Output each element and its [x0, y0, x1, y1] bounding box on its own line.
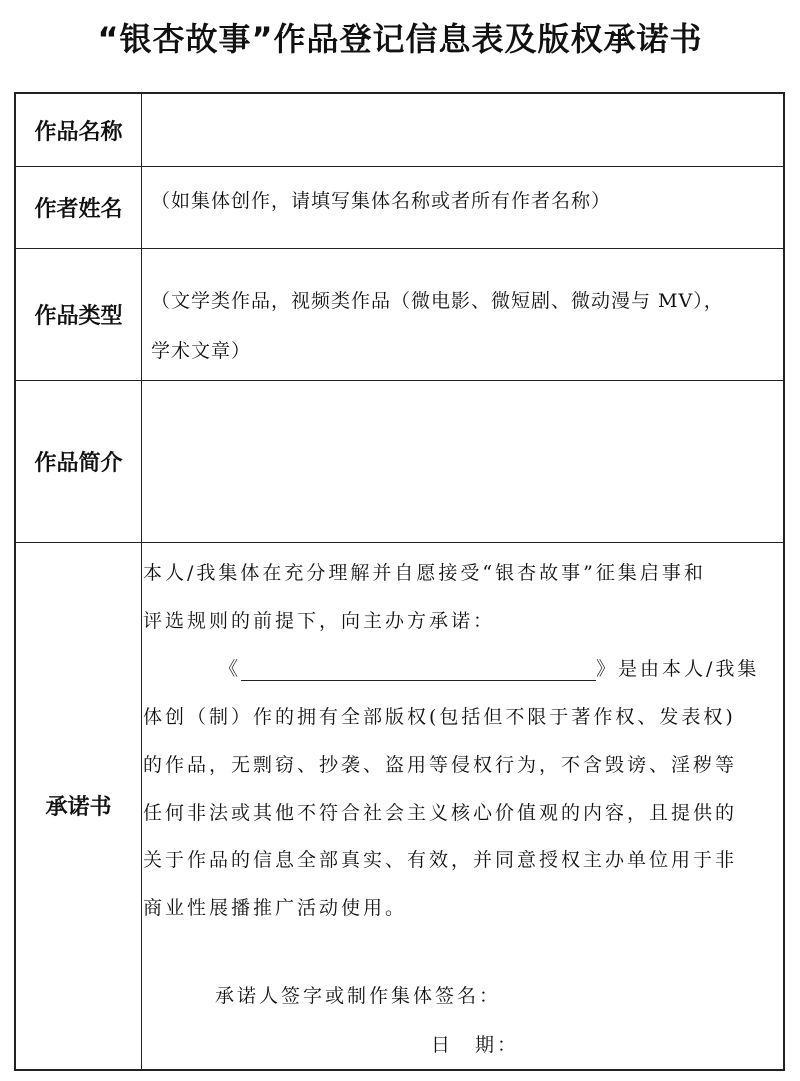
work-name-field[interactable]	[143, 94, 783, 166]
commitment-line: 关于作品的信息全部真实、有效，并同意授权主办单位用于非	[143, 849, 738, 871]
commitment-line: 体创（制）作的拥有全部版权(包括但不限于著作权、发表权)	[143, 706, 736, 728]
work-type-hint-line: （文学类作品，视频类作品（微电影、微短剧、微动漫与 MV），	[151, 290, 724, 312]
commitment-line: 任何非法或其他不符合社会主义核心价值观的内容，且提供的	[143, 802, 738, 824]
commitment-line: 本人/我集体在充分理解并自愿接受“银杏故事”征集启事和	[143, 562, 706, 584]
date-label: 日 期：	[431, 1034, 520, 1056]
commitment-text	[143, 542, 783, 1069]
author-name-field[interactable]	[143, 166, 783, 248]
label-commitment: 承诺书	[16, 542, 142, 1069]
registration-table	[14, 92, 785, 1071]
row-commitment	[16, 542, 783, 1069]
label-work-intro: 作品简介	[16, 380, 142, 542]
close-bracket-text: 》是由本人/我集	[596, 658, 760, 680]
work-intro-field[interactable]	[143, 380, 783, 542]
label-work-name: 作品名称	[16, 94, 142, 166]
commitment-line: 的作品，无剽窃、抄袭、盗用等侵权行为，不含毁谤、淫秽等	[143, 754, 738, 776]
work-type-field[interactable]	[143, 248, 783, 380]
work-title-blank[interactable]	[241, 660, 596, 681]
label-author-name: 作者姓名	[16, 166, 142, 248]
row-work-name	[16, 94, 783, 167]
document-title: “银杏故事”作品登记信息表及版权承诺书	[97, 20, 703, 58]
label-work-type: 作品类型	[16, 248, 142, 380]
open-bracket: 《	[219, 658, 242, 680]
commitment-work-title-line	[219, 654, 759, 681]
row-work-type	[16, 248, 783, 381]
work-type-hint-line: 学术文章）	[151, 340, 252, 362]
commitment-line: 评选规则的前提下，向主办方承诺：	[143, 610, 496, 632]
commitment-line: 商业性展播推广活动使用。	[143, 897, 408, 919]
row-work-intro	[16, 380, 783, 543]
author-name-hint: （如集体创作，请填写集体名称或者所有作者名称）	[151, 190, 612, 212]
signature-label: 承诺人签字或制作集体签名：	[215, 985, 502, 1007]
row-author-name	[16, 166, 783, 249]
